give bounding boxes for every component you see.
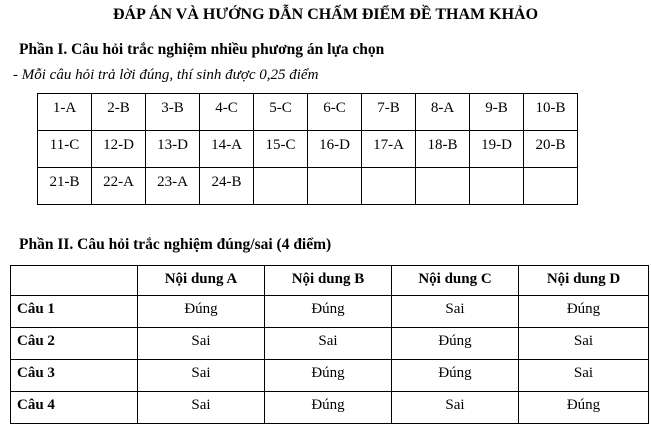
answer-cell: 20-B — [524, 131, 578, 168]
part1-heading: Phần I. Câu hỏi trắc nghiệm nhiều phương án lựa chọn — [19, 41, 385, 58]
tf-row — [11, 328, 649, 360]
answer-cell-empty — [308, 168, 362, 205]
answer-cell-empty — [254, 168, 308, 205]
answers-row-2 — [38, 131, 578, 168]
column-header: Nội dung C — [392, 266, 519, 296]
tf-row — [11, 360, 649, 392]
tf-header-row — [11, 266, 649, 296]
answer-cell: 1-A — [38, 94, 92, 131]
answer-cell: 13-D — [146, 131, 200, 168]
answer-cell: 7-B — [362, 94, 416, 131]
tf-value: Sai — [392, 296, 519, 328]
answer-cell-empty — [416, 168, 470, 205]
column-header-empty — [11, 266, 138, 296]
tf-value: Sai — [519, 360, 649, 392]
answer-cell: 3-B — [146, 94, 200, 131]
tf-value: Sai — [138, 392, 265, 424]
answer-cell: 19-D — [470, 131, 524, 168]
tf-row — [11, 392, 649, 424]
row-label: Câu 2 — [11, 328, 138, 360]
page-title: ĐÁP ÁN VÀ HƯỚNG DẪN CHẤM ĐIỂM ĐỀ THAM KHẢO — [112, 6, 539, 23]
tf-value: Đúng — [392, 328, 519, 360]
tf-value: Đúng — [265, 360, 392, 392]
row-label: Câu 1 — [11, 296, 138, 328]
answer-cell: 12-D — [92, 131, 146, 168]
tf-value: Đúng — [265, 392, 392, 424]
answer-cell-empty — [362, 168, 416, 205]
answer-cell: 5-C — [254, 94, 308, 131]
part1-note: - Mỗi câu hỏi trả lời đúng, thí sinh được 0,25 điểm — [13, 67, 319, 83]
answer-cell: 17-A — [362, 131, 416, 168]
tf-value: Đúng — [265, 296, 392, 328]
answer-cell: 15-C — [254, 131, 308, 168]
answer-cell: 24-B — [200, 168, 254, 205]
part2-truefalse-table — [10, 265, 649, 424]
tf-value: Sai — [138, 328, 265, 360]
column-header: Nội dung D — [519, 266, 649, 296]
answer-cell: 22-A — [92, 168, 146, 205]
answer-cell-empty — [524, 168, 578, 205]
part1-answers-table — [37, 93, 578, 205]
answer-cell: 21-B — [38, 168, 92, 205]
answer-cell: 2-B — [92, 94, 146, 131]
tf-value: Sai — [138, 360, 265, 392]
column-header: Nội dung B — [265, 266, 392, 296]
tf-row — [11, 296, 649, 328]
answer-cell: 9-B — [470, 94, 524, 131]
row-label: Câu 3 — [11, 360, 138, 392]
tf-value: Đúng — [519, 392, 649, 424]
answer-cell: 16-D — [308, 131, 362, 168]
column-header: Nội dung A — [138, 266, 265, 296]
answer-cell: 18-B — [416, 131, 470, 168]
answers-row-1 — [38, 94, 578, 131]
answer-cell: 14-A — [200, 131, 254, 168]
answer-cell-empty — [470, 168, 524, 205]
answer-cell: 11-C — [38, 131, 92, 168]
tf-value: Sai — [392, 392, 519, 424]
tf-value: Sai — [519, 328, 649, 360]
answers-row-3 — [38, 168, 578, 205]
tf-value: Đúng — [138, 296, 265, 328]
tf-value: Sai — [265, 328, 392, 360]
answer-cell: 10-B — [524, 94, 578, 131]
answer-cell: 23-A — [146, 168, 200, 205]
answer-cell: 8-A — [416, 94, 470, 131]
tf-value: Đúng — [392, 360, 519, 392]
answer-cell: 4-C — [200, 94, 254, 131]
row-label: Câu 4 — [11, 392, 138, 424]
tf-value: Đúng — [519, 296, 649, 328]
answer-cell: 6-C — [308, 94, 362, 131]
part2-heading: Phần II. Câu hỏi trắc nghiệm đúng/sai (4 điểm) — [19, 236, 332, 253]
